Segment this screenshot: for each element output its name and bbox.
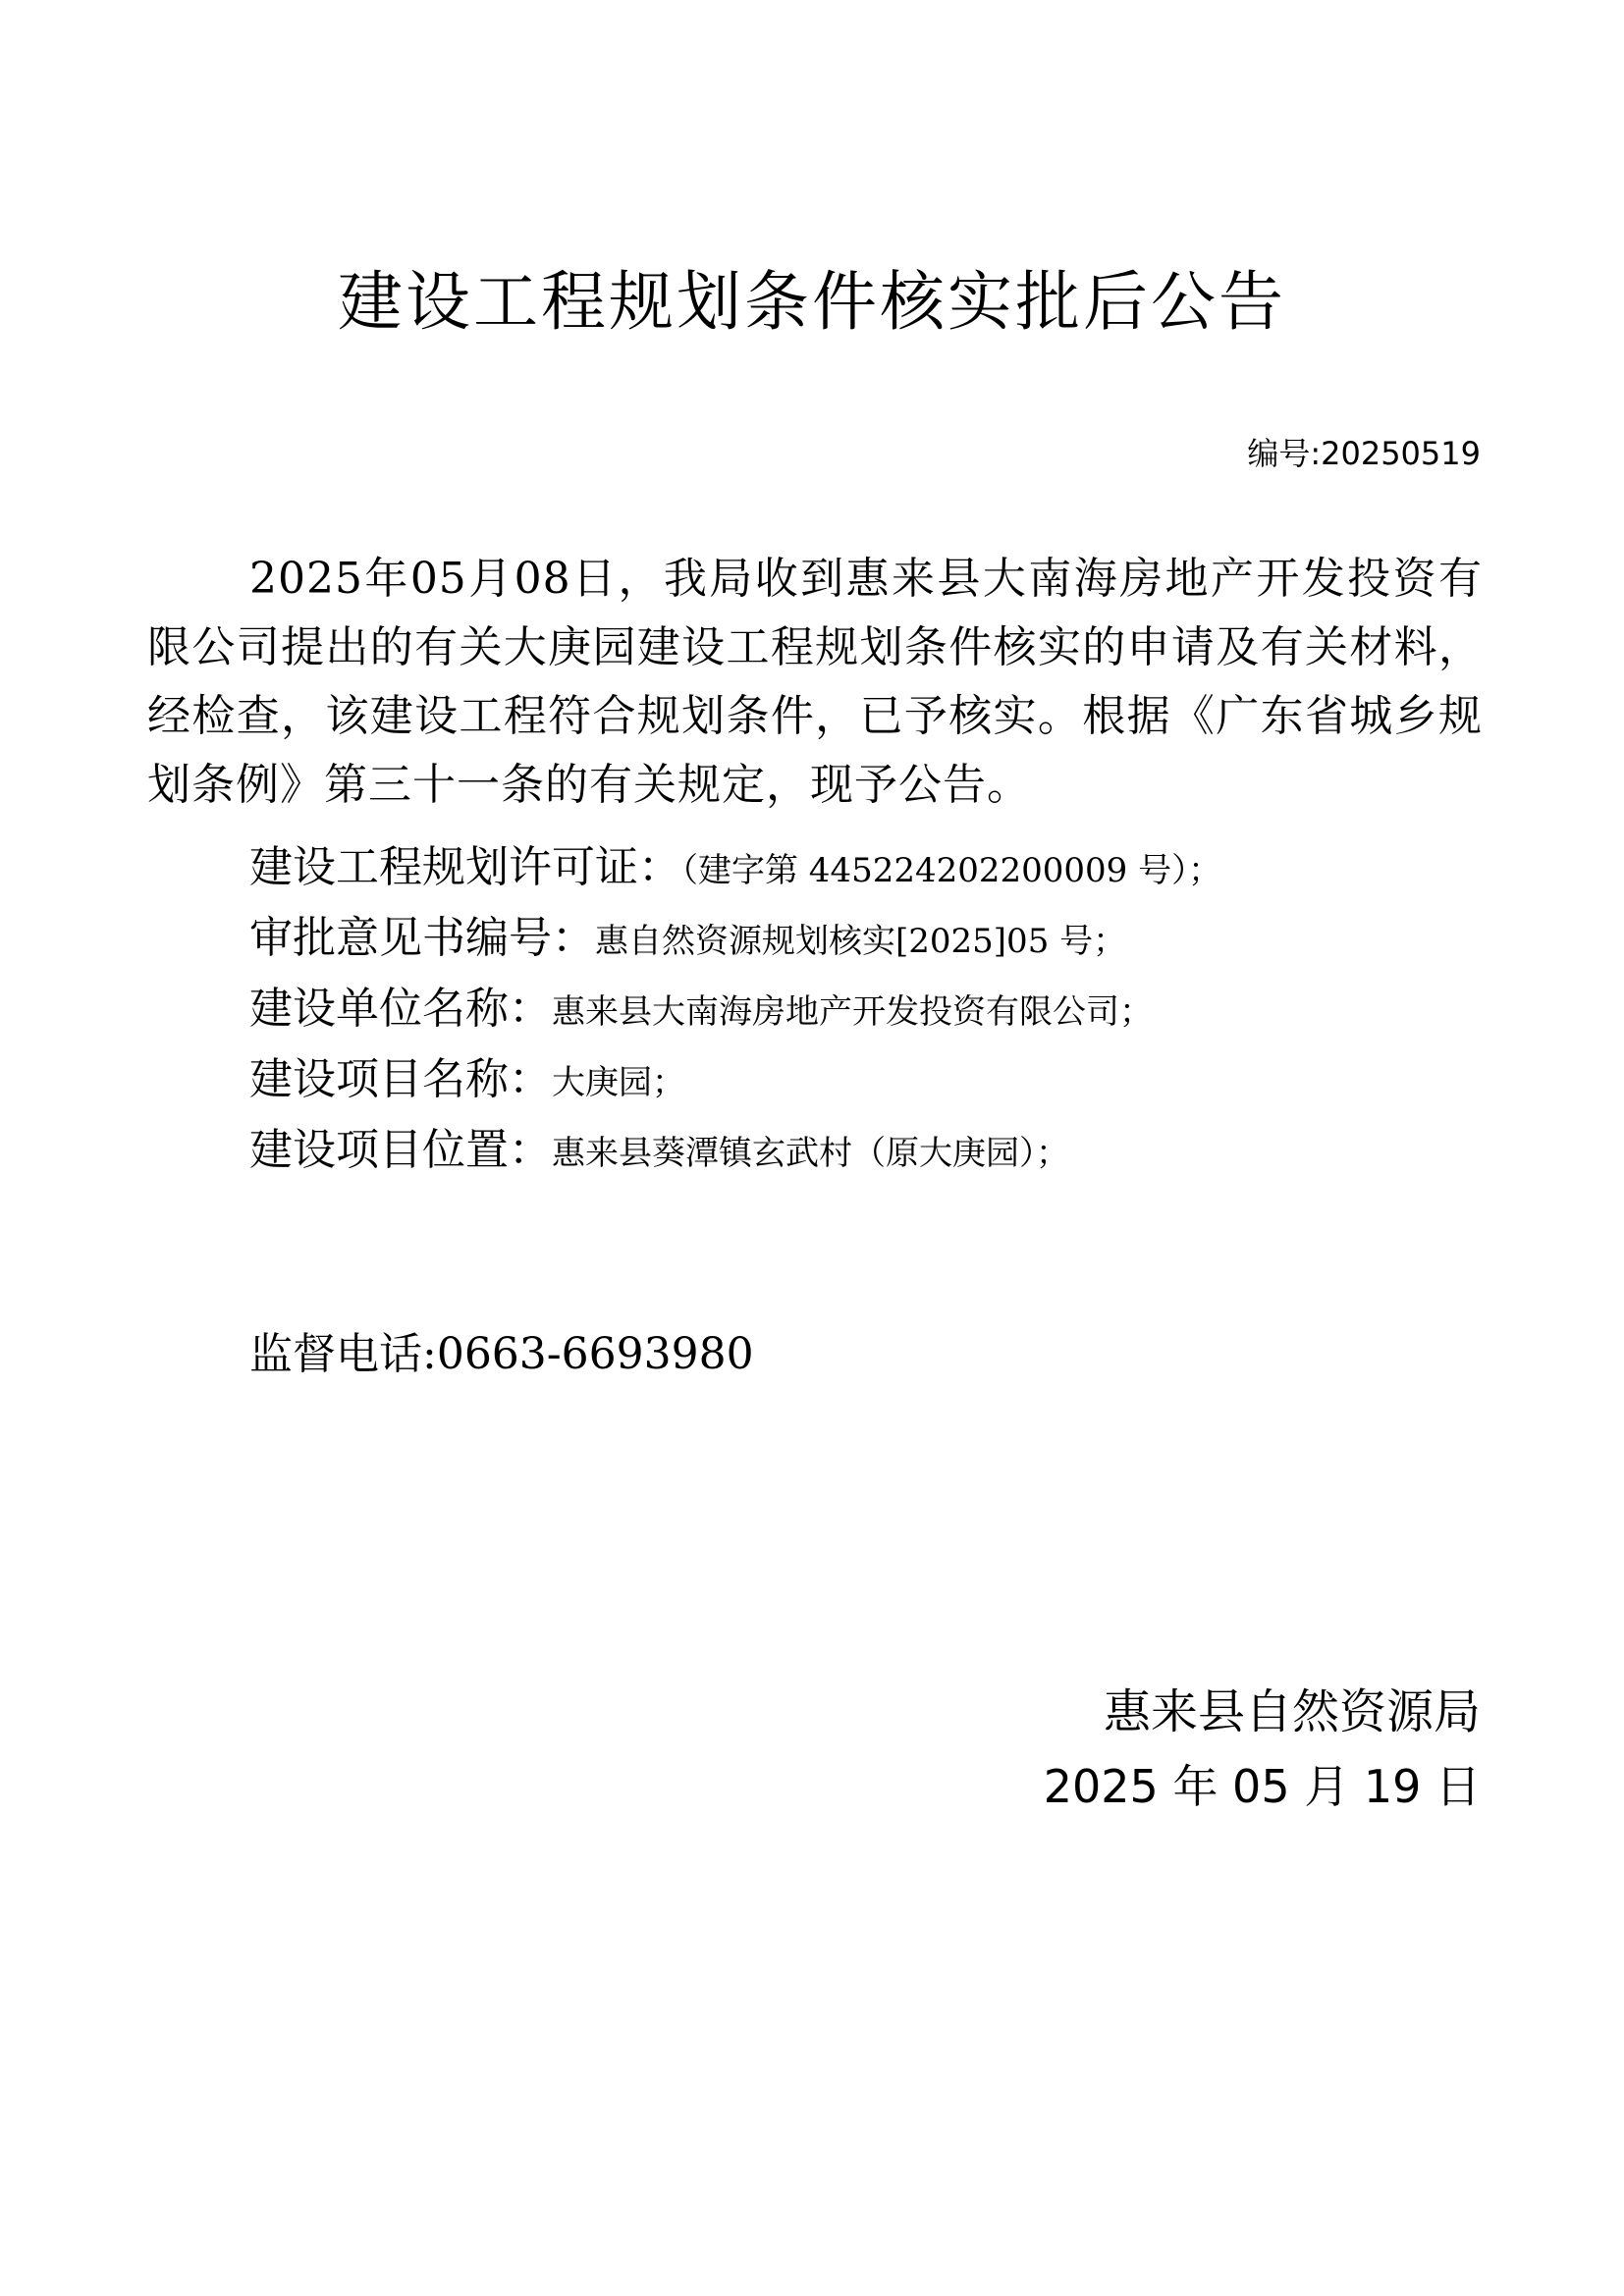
issuer-name: 惠来县自然资源局 [1103,1684,1481,1739]
field-label: 审批意见书编号： [249,913,595,963]
field-value: 惠自然资源规划核实[2025]05 号； [595,922,1127,961]
body-paragraph: 2025年05月08日，我局收到惠来县大南海房地产开发投资有限公司提出的有关大庚园建设工程规划条件核实的申请及有关材料，经检查，该建设工程符合规划条件，已予核实。根据《广东省城乡规划条例》第三十一条的有关规定，现予公告。 [147,554,1483,810]
field-label: 建设项目名称： [249,1054,552,1104]
field-label: 建设项目位置： [249,1125,552,1175]
field-project-location [249,1119,1069,1185]
field-value: 惠来县葵潭镇玄武村（原大庚园）； [552,1134,1069,1173]
field-project-name [249,1048,685,1114]
document-title: 建设工程规划条件核实批后公告 [338,264,1286,340]
field-label: 建设工程规划许可证： [249,842,681,892]
document-number: 编号:20250519 [1247,435,1481,472]
field-value: 惠来县大南海房地产开发投资有限公司； [552,992,1153,1032]
supervision-phone: 监督电话:0663-6693980 [249,1329,754,1379]
field-planning-permit [249,836,1221,902]
field-label: 建设单位名称： [249,984,552,1034]
field-value: 大庚园； [552,1063,685,1102]
field-construction-unit [249,978,1153,1043]
field-approval-number [249,907,1126,973]
field-value: （建字第 445224202200009 号）； [681,851,1222,890]
issue-date: 2025 年 05 月 19 日 [1043,1760,1481,1813]
